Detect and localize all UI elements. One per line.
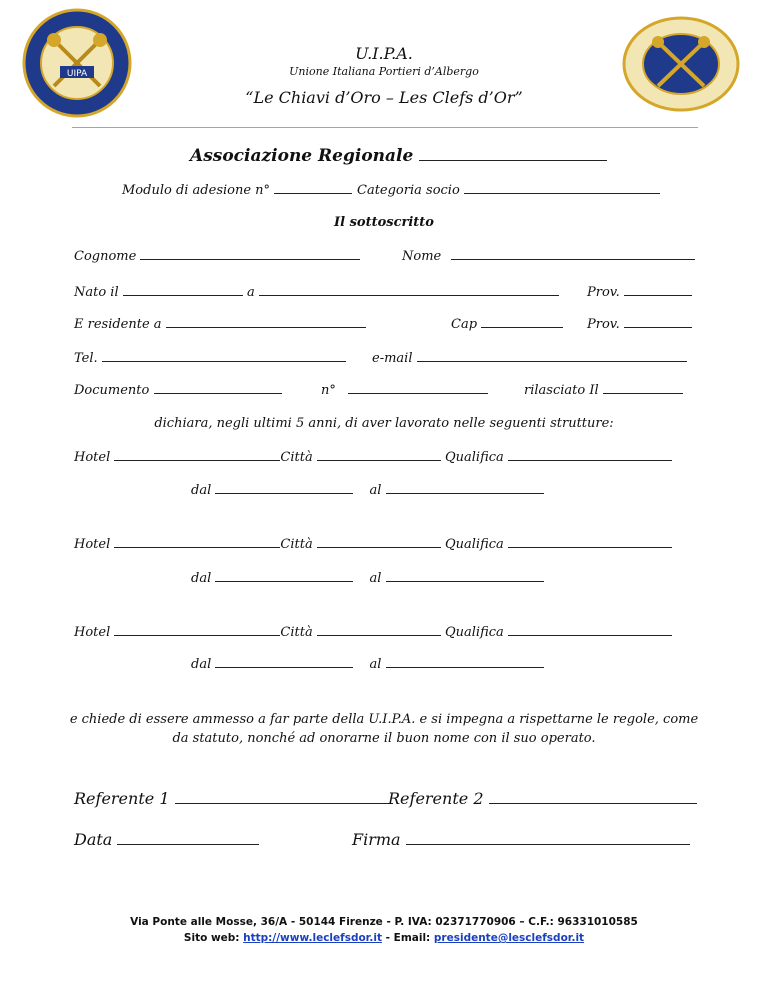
web-label: Sito web: — [183, 932, 244, 944]
motto: “Le Chiavi d’Oro – Les Clefs d’Or” — [245, 88, 523, 107]
email-link[interactable]: presidente@lesclefsdor.it — [433, 932, 585, 944]
cognome-blank[interactable] — [140, 248, 360, 260]
modulo-label: Modulo di adesione n° — [122, 183, 271, 198]
citta-label-3: Città — [280, 625, 313, 640]
prov-label-1: Prov. — [587, 285, 620, 300]
documento-label: Documento — [74, 383, 150, 398]
citta-label-1: Città — [280, 450, 313, 465]
cap-row — [451, 316, 563, 332]
categoria-label: Categoria socio — [357, 183, 460, 198]
luogo-label: a — [247, 285, 255, 300]
sottoscritto-heading: Il sottoscritto — [334, 215, 434, 230]
header-rule — [72, 127, 698, 128]
dal-label-2: dal — [191, 571, 212, 586]
nome-label: Nome — [402, 249, 442, 264]
prov-blank-1[interactable] — [624, 284, 692, 296]
al-blank-2[interactable] — [386, 570, 544, 582]
dal-row-3 — [191, 656, 544, 672]
dal-label-1: dal — [191, 483, 212, 498]
hotel-blank-1[interactable] — [114, 449, 280, 461]
nome-row — [402, 248, 695, 264]
referente-1-row — [74, 789, 393, 808]
al-blank-3[interactable] — [386, 656, 544, 668]
hotel-label-3: Hotel — [74, 625, 111, 640]
dal-blank-2[interactable] — [215, 570, 353, 582]
modulo-row — [122, 182, 352, 198]
rilasciato-row — [524, 382, 683, 398]
dal-blank-1[interactable] — [215, 482, 353, 494]
firma-row — [352, 830, 690, 849]
email-blank[interactable] — [417, 350, 687, 362]
referente-1-blank[interactable] — [175, 792, 393, 804]
citta-label-2: Città — [280, 537, 313, 552]
nato-row — [74, 284, 243, 300]
qualifica-label-1: Qualifica — [444, 450, 504, 465]
numero-row — [321, 382, 488, 398]
firma-label: Firma — [352, 830, 401, 849]
prov-blank-2[interactable] — [624, 316, 692, 328]
form-title-text: Associazione Regionale — [190, 146, 414, 166]
nome-blank[interactable] — [451, 248, 695, 260]
hotel-blank-2[interactable] — [114, 536, 280, 548]
uipa-logo-center: UIPA — [66, 69, 88, 79]
form-title — [190, 146, 607, 166]
website-link[interactable]: http://www.leclefsdor.it — [243, 932, 382, 944]
org-abbr: U.I.P.A. — [355, 44, 413, 63]
cognome-row — [74, 248, 360, 264]
nato-il-blank[interactable] — [123, 284, 243, 296]
hotel-blank-3[interactable] — [114, 624, 280, 636]
documento-row — [74, 382, 282, 398]
rilasciato-blank[interactable] — [603, 382, 683, 394]
citta-blank-3[interactable] — [317, 624, 441, 636]
cap-label: Cap — [451, 317, 478, 332]
categoria-blank[interactable] — [464, 182, 660, 194]
dal-blank-3[interactable] — [215, 656, 353, 668]
citta-blank-2[interactable] — [317, 536, 441, 548]
rilasciato-label: rilasciato Il — [524, 383, 599, 398]
chiede-line-1: e chiede di essere ammesso a far parte della U.I.P.A. e si impegna a rispettarne le regole, come — [69, 712, 699, 727]
dal-row-1 — [191, 482, 544, 498]
numero-label: n° — [321, 383, 336, 398]
qualifica-blank-3[interactable] — [508, 624, 672, 636]
org-full-name: Unione Italiana Portieri d’Albergo — [289, 65, 479, 78]
dal-label-3: dal — [191, 657, 212, 672]
numero-blank[interactable] — [348, 382, 488, 394]
dal-row-2 — [191, 570, 544, 586]
hotel-row-1 — [74, 449, 672, 465]
hotel-label-2: Hotel — [74, 537, 111, 552]
cognome-label: Cognome — [74, 249, 137, 264]
qualifica-label-3: Qualifica — [444, 625, 504, 640]
data-blank[interactable] — [117, 833, 259, 845]
luogo-row — [247, 284, 559, 300]
referente-2-blank[interactable] — [489, 792, 697, 804]
footer-address: Via Ponte alle Mosse, 36/A - 50144 Firenze - P. IVA: 02371770906 – C.F.: 96331010585 — [130, 916, 638, 928]
tel-label: Tel. — [74, 351, 98, 366]
hotel-label-1: Hotel — [74, 450, 111, 465]
al-label-3: al — [369, 657, 382, 672]
hotel-row-3 — [74, 624, 672, 640]
footer-contacts — [0, 932, 768, 944]
hotel-row-2 — [74, 536, 672, 552]
referente-2-label: Referente 2 — [388, 789, 484, 808]
qualifica-blank-1[interactable] — [508, 449, 672, 461]
al-label-1: al — [369, 483, 382, 498]
residente-label: E residente a — [74, 317, 162, 332]
qualifica-blank-2[interactable] — [508, 536, 672, 548]
cap-blank[interactable] — [481, 316, 563, 328]
email-row — [372, 350, 687, 366]
region-blank[interactable] — [419, 149, 607, 161]
tel-blank[interactable] — [102, 350, 346, 362]
citta-blank-1[interactable] — [317, 449, 441, 461]
luogo-blank[interactable] — [259, 284, 559, 296]
prov-row-2 — [587, 316, 692, 332]
email-label: e-mail — [372, 351, 413, 366]
dichiara-text: dichiara, negli ultimi 5 anni, di aver lavorato nelle seguenti strutture: — [154, 416, 614, 431]
data-row — [74, 830, 259, 849]
modulo-blank[interactable] — [274, 182, 352, 194]
residente-row — [74, 316, 366, 332]
data-label: Data — [74, 830, 113, 849]
al-blank-1[interactable] — [386, 482, 544, 494]
nato-il-label: Nato il — [74, 285, 119, 300]
documento-blank[interactable] — [154, 382, 282, 394]
referente-2-row — [388, 789, 697, 808]
firma-blank[interactable] — [406, 833, 690, 845]
categoria-row — [357, 182, 660, 198]
prov-row-1 — [587, 284, 692, 300]
residente-blank[interactable] — [166, 316, 366, 328]
prov-label-2: Prov. — [587, 317, 620, 332]
chiede-line-2: da statuto, nonché ad onorarne il buon nome con il suo operato. — [172, 731, 596, 746]
al-label-2: al — [369, 571, 382, 586]
qualifica-label-2: Qualifica — [444, 537, 504, 552]
email-sep: - Email: — [381, 932, 434, 944]
tel-row — [74, 350, 346, 366]
referente-1-label: Referente 1 — [74, 789, 170, 808]
